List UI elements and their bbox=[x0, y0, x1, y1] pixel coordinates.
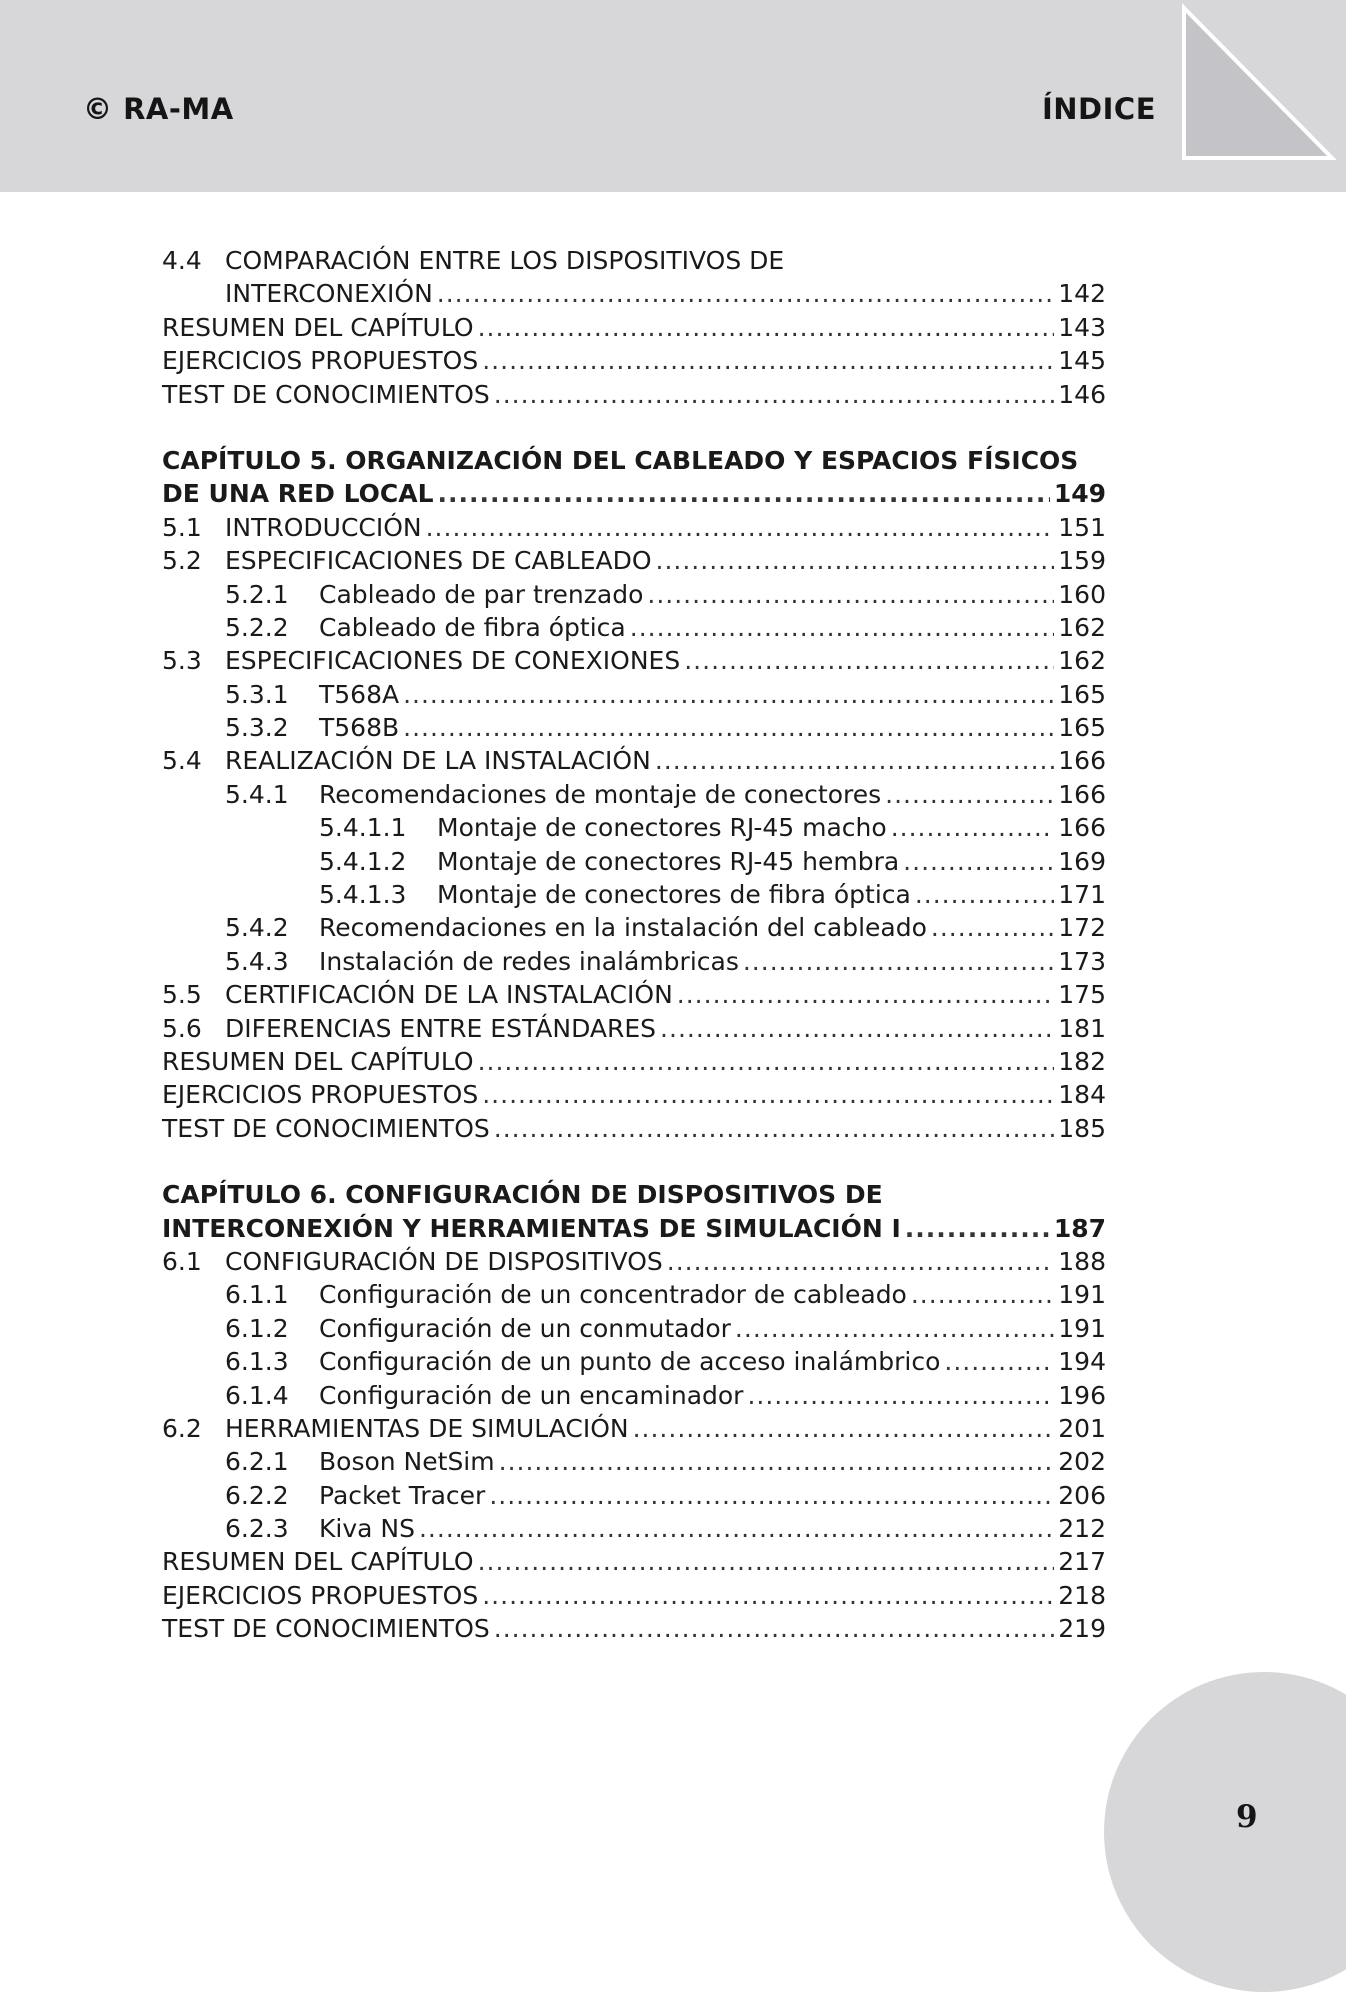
toc-entry bbox=[162, 1579, 1106, 1612]
toc-leader-dots bbox=[478, 1545, 1055, 1578]
toc-entry-page: 165 bbox=[1058, 679, 1106, 709]
toc-entry-page: 160 bbox=[1058, 579, 1106, 609]
toc-entry bbox=[162, 1278, 1106, 1311]
table-of-contents bbox=[162, 244, 1106, 1646]
toc-entry-page: 182 bbox=[1058, 1046, 1106, 1076]
toc-spacer bbox=[162, 411, 1106, 444]
toc-entry bbox=[162, 1212, 1106, 1245]
toc-entry bbox=[162, 1479, 1106, 1512]
page-number-badge bbox=[1104, 1672, 1346, 1992]
toc-entry-page: 201 bbox=[1058, 1413, 1106, 1443]
toc-entry-title: TEST DE CONOCIMIENTOS bbox=[162, 1614, 490, 1644]
toc-leader-dots bbox=[891, 811, 1055, 844]
toc-entry-title: EJERCICIOS PROPUESTOS bbox=[162, 1580, 479, 1610]
toc-entry-title: Configuración de un conmutador bbox=[319, 1313, 731, 1343]
toc-leader-dots bbox=[747, 1379, 1054, 1412]
toc-entry bbox=[162, 511, 1106, 544]
toc-entry-number: 5.4.3 bbox=[225, 946, 289, 976]
toc-entry-number: 6.1.3 bbox=[225, 1347, 289, 1377]
toc-leader-dots bbox=[677, 978, 1055, 1011]
toc-entry-number: 6.2.1 bbox=[225, 1447, 289, 1477]
toc-entry-title: RESUMEN DEL CAPÍTULO bbox=[162, 312, 474, 342]
toc-leader-dots bbox=[647, 578, 1054, 611]
toc-entry-number: 5.4.2 bbox=[225, 913, 289, 943]
toc-entry-title: COMPARACIÓN ENTRE LOS DISPOSITIVOS DE bbox=[225, 246, 785, 275]
toc-entry bbox=[162, 945, 1106, 978]
toc-entry-page: 142 bbox=[1058, 279, 1106, 309]
toc-leader-dots bbox=[655, 744, 1054, 777]
toc-entry-number: 6.2.3 bbox=[225, 1514, 289, 1544]
toc-entry-page: 191 bbox=[1058, 1280, 1106, 1310]
toc-entry-number: 6.1.2 bbox=[225, 1313, 289, 1343]
toc-entry-title: Kiva NS bbox=[319, 1514, 415, 1544]
toc-entry-page: 169 bbox=[1058, 846, 1106, 876]
toc-entry-page: 181 bbox=[1058, 1013, 1106, 1043]
toc-entry-number: 6.1.1 bbox=[225, 1280, 289, 1310]
toc-entry-title: INTRODUCCIÓN bbox=[225, 512, 422, 542]
toc-entry-number: 5.3 bbox=[162, 646, 202, 676]
toc-entry-title: EJERCICIOS PROPUESTOS bbox=[162, 346, 479, 376]
toc-entry-number: 6.2.2 bbox=[225, 1480, 289, 1510]
toc-entry bbox=[162, 911, 1106, 944]
toc-entry bbox=[162, 1178, 1106, 1211]
toc-entry bbox=[162, 1078, 1106, 1111]
toc-entry-number: 5.3.2 bbox=[225, 713, 289, 743]
toc-entry bbox=[162, 1445, 1106, 1478]
toc-leader-dots bbox=[482, 1078, 1054, 1111]
toc-entry-title: CAPÍTULO 5. ORGANIZACIÓN DEL CABLEADO Y ESPACIOS FÍSICOS bbox=[162, 445, 1079, 475]
toc-entry-title: Configuración de un encaminador bbox=[319, 1380, 744, 1410]
toc-entry bbox=[162, 1412, 1106, 1445]
toc-entry-title: Instalación de redes inalámbricas bbox=[319, 946, 739, 976]
toc-entry-title: T568B bbox=[319, 713, 400, 743]
toc-entry bbox=[162, 1312, 1106, 1345]
toc-leader-dots bbox=[478, 311, 1055, 344]
toc-leader-dots bbox=[885, 778, 1054, 811]
toc-entry bbox=[162, 444, 1106, 477]
toc-entry bbox=[162, 611, 1106, 644]
toc-entry-page: 162 bbox=[1058, 646, 1106, 676]
header-publisher: © RA-MA bbox=[83, 92, 234, 126]
toc-entry bbox=[162, 1045, 1106, 1078]
toc-entry-page: 217 bbox=[1058, 1547, 1106, 1577]
toc-entry bbox=[162, 344, 1106, 377]
toc-entry-number: 5.4.1.3 bbox=[319, 880, 407, 910]
toc-leader-dots bbox=[944, 1345, 1054, 1378]
toc-entry bbox=[162, 311, 1106, 344]
toc-entry-number: 5.2.1 bbox=[225, 579, 289, 609]
toc-entry-number: 5.5 bbox=[162, 980, 202, 1010]
toc-entry-number: 6.1.4 bbox=[225, 1380, 289, 1410]
toc-entry bbox=[162, 1545, 1106, 1578]
toc-entry-number: 5.1 bbox=[162, 512, 202, 542]
toc-leader-dots bbox=[438, 477, 1050, 510]
toc-leader-dots bbox=[403, 711, 1054, 744]
toc-entry-page: 151 bbox=[1058, 512, 1106, 542]
toc-leader-dots bbox=[660, 1012, 1054, 1045]
toc-entry-page: 173 bbox=[1058, 946, 1106, 976]
toc-entry-title: T568A bbox=[319, 679, 400, 709]
toc-leader-dots bbox=[667, 1245, 1055, 1278]
toc-entry bbox=[162, 644, 1106, 677]
toc-entry-title: Configuración de un concentrador de cableado bbox=[319, 1280, 907, 1310]
toc-entry-page: 218 bbox=[1058, 1580, 1106, 1610]
toc-entry-page: 143 bbox=[1058, 312, 1106, 342]
toc-leader-dots bbox=[633, 1412, 1055, 1445]
toc-entry-title: TEST DE CONOCIMIENTOS bbox=[162, 379, 490, 409]
toc-entry-page: 187 bbox=[1053, 1213, 1106, 1243]
page-corner-fold bbox=[1182, 0, 1346, 192]
toc-entry-title: Montaje de conectores de fibra óptica bbox=[437, 880, 911, 910]
toc-leader-dots bbox=[482, 1579, 1054, 1612]
toc-entry-title: RESUMEN DEL CAPÍTULO bbox=[162, 1046, 474, 1076]
toc-leader-dots bbox=[743, 945, 1054, 978]
toc-leader-dots bbox=[478, 1045, 1055, 1078]
toc-leader-dots bbox=[905, 1212, 1050, 1245]
header-section-title: ÍNDICE bbox=[1042, 92, 1157, 126]
toc-entry-title: Montaje de conectores RJ-45 hembra bbox=[437, 846, 900, 876]
toc-leader-dots bbox=[684, 644, 1054, 677]
toc-entry-page: 196 bbox=[1058, 1380, 1106, 1410]
toc-entry-number: 5.4.1.2 bbox=[319, 846, 407, 876]
toc-entry-page: 191 bbox=[1058, 1313, 1106, 1343]
toc-entry-title: TEST DE CONOCIMIENTOS bbox=[162, 1113, 490, 1143]
toc-entry bbox=[162, 544, 1106, 577]
toc-entry-page: 166 bbox=[1058, 746, 1106, 776]
toc-entry-page: 194 bbox=[1058, 1347, 1106, 1377]
toc-leader-dots bbox=[426, 511, 1055, 544]
toc-entry-page: 165 bbox=[1058, 713, 1106, 743]
toc-entry-title: CONFIGURACIÓN DE DISPOSITIVOS bbox=[225, 1246, 663, 1276]
toc-entry-title: HERRAMIENTAS DE SIMULACIÓN bbox=[225, 1413, 629, 1443]
toc-leader-dots bbox=[903, 845, 1054, 878]
toc-entry-page: 162 bbox=[1058, 612, 1106, 642]
toc-entry-number: 5.2 bbox=[162, 546, 202, 576]
toc-spacer bbox=[162, 1145, 1106, 1178]
toc-entry-number: 6.2 bbox=[162, 1413, 202, 1443]
toc-entry-page: 171 bbox=[1058, 880, 1106, 910]
toc-leader-dots bbox=[499, 1445, 1055, 1478]
toc-entry-number: 5.6 bbox=[162, 1013, 202, 1043]
page-number: 9 bbox=[1236, 1799, 1258, 1835]
toc-entry-page: 206 bbox=[1058, 1480, 1106, 1510]
toc-entry-page: 166 bbox=[1058, 813, 1106, 843]
toc-entry bbox=[162, 277, 1106, 310]
toc-entry bbox=[162, 1612, 1106, 1645]
toc-entry bbox=[162, 1379, 1106, 1412]
toc-leader-dots bbox=[494, 378, 1055, 411]
toc-entry bbox=[162, 845, 1106, 878]
toc-entry-number: 5.4 bbox=[162, 746, 202, 776]
toc-entry-title: REALIZACIÓN DE LA INSTALACIÓN bbox=[225, 746, 651, 776]
toc-leader-dots bbox=[489, 1479, 1054, 1512]
toc-leader-dots bbox=[482, 344, 1054, 377]
toc-leader-dots bbox=[419, 1512, 1054, 1545]
toc-leader-dots bbox=[656, 544, 1055, 577]
toc-entry-page: 188 bbox=[1058, 1246, 1106, 1276]
toc-leader-dots bbox=[735, 1312, 1054, 1345]
toc-entry bbox=[162, 244, 1106, 277]
toc-entry-title: RESUMEN DEL CAPÍTULO bbox=[162, 1547, 474, 1577]
toc-entry-title: Boson NetSim bbox=[319, 1447, 495, 1477]
toc-entry-number: 5.4.1.1 bbox=[319, 813, 407, 843]
toc-leader-dots bbox=[403, 678, 1054, 711]
toc-leader-dots bbox=[494, 1112, 1055, 1145]
toc-entry-title: ESPECIFICACIONES DE CONEXIONES bbox=[225, 646, 681, 676]
toc-entry bbox=[162, 878, 1106, 911]
toc-entry bbox=[162, 1012, 1106, 1045]
toc-entry bbox=[162, 378, 1106, 411]
toc-entry bbox=[162, 978, 1106, 1011]
toc-entry-page: 185 bbox=[1058, 1113, 1106, 1143]
toc-entry bbox=[162, 477, 1106, 510]
toc-entry bbox=[162, 1345, 1106, 1378]
toc-entry bbox=[162, 578, 1106, 611]
toc-leader-dots bbox=[911, 1278, 1054, 1311]
toc-entry-page: 175 bbox=[1058, 980, 1106, 1010]
toc-entry-title: DE UNA RED LOCAL bbox=[162, 479, 434, 509]
toc-entry-title: DIFERENCIAS ENTRE ESTÁNDARES bbox=[225, 1013, 657, 1043]
toc-entry-title: INTERCONEXIÓN Y HERRAMIENTAS DE SIMULACIÓN I bbox=[162, 1213, 901, 1243]
toc-leader-dots bbox=[915, 878, 1054, 911]
toc-leader-dots bbox=[494, 1612, 1055, 1645]
toc-entry bbox=[162, 711, 1106, 744]
toc-entry bbox=[162, 778, 1106, 811]
toc-entry-title: Recomendaciones en la instalación del cableado bbox=[319, 913, 927, 943]
toc-entry-title: CAPÍTULO 6. CONFIGURACIÓN DE DISPOSITIVOS DE bbox=[162, 1180, 883, 1210]
toc-entry bbox=[162, 1245, 1106, 1278]
toc-entry-title: CERTIFICACIÓN DE LA INSTALACIÓN bbox=[225, 980, 673, 1010]
toc-leader-dots bbox=[931, 911, 1054, 944]
toc-entry bbox=[162, 1112, 1106, 1145]
toc-entry bbox=[162, 678, 1106, 711]
toc-entry-title: ESPECIFICACIONES DE CABLEADO bbox=[225, 546, 652, 576]
toc-entry-page: 219 bbox=[1058, 1614, 1106, 1644]
toc-entry-number: 5.3.1 bbox=[225, 679, 289, 709]
toc-entry bbox=[162, 811, 1106, 844]
toc-entry-title: Cableado de fibra óptica bbox=[319, 612, 626, 642]
toc-entry-page: 145 bbox=[1058, 346, 1106, 376]
toc-entry-page: 166 bbox=[1058, 779, 1106, 809]
toc-entry-title: INTERCONEXIÓN bbox=[225, 279, 433, 309]
toc-entry-title: Configuración de un punto de acceso inalámbrico bbox=[319, 1347, 941, 1377]
toc-entry-page: 212 bbox=[1058, 1514, 1106, 1544]
toc-entry bbox=[162, 1512, 1106, 1545]
toc-leader-dots bbox=[630, 611, 1055, 644]
toc-entry-number: 5.4.1 bbox=[225, 779, 289, 809]
toc-leader-dots bbox=[437, 277, 1055, 310]
toc-entry-number: 6.1 bbox=[162, 1246, 202, 1276]
toc-entry-page: 146 bbox=[1058, 379, 1106, 409]
toc-entry-page: 172 bbox=[1058, 913, 1106, 943]
toc-entry-page: 202 bbox=[1058, 1447, 1106, 1477]
toc-entry-title: EJERCICIOS PROPUESTOS bbox=[162, 1080, 479, 1110]
toc-entry-page: 149 bbox=[1053, 479, 1106, 509]
toc-entry-title: Montaje de conectores RJ-45 macho bbox=[437, 813, 887, 843]
toc-entry-title: Cableado de par trenzado bbox=[319, 579, 644, 609]
toc-entry-number: 5.2.2 bbox=[225, 612, 289, 642]
toc-entry-page: 159 bbox=[1058, 546, 1106, 576]
toc-entry-title: Recomendaciones de montaje de conectores bbox=[319, 779, 882, 809]
toc-entry bbox=[162, 744, 1106, 777]
toc-entry-title: Packet Tracer bbox=[319, 1480, 486, 1510]
toc-entry-number: 4.4 bbox=[162, 246, 202, 275]
toc-entry-page: 184 bbox=[1058, 1080, 1106, 1110]
